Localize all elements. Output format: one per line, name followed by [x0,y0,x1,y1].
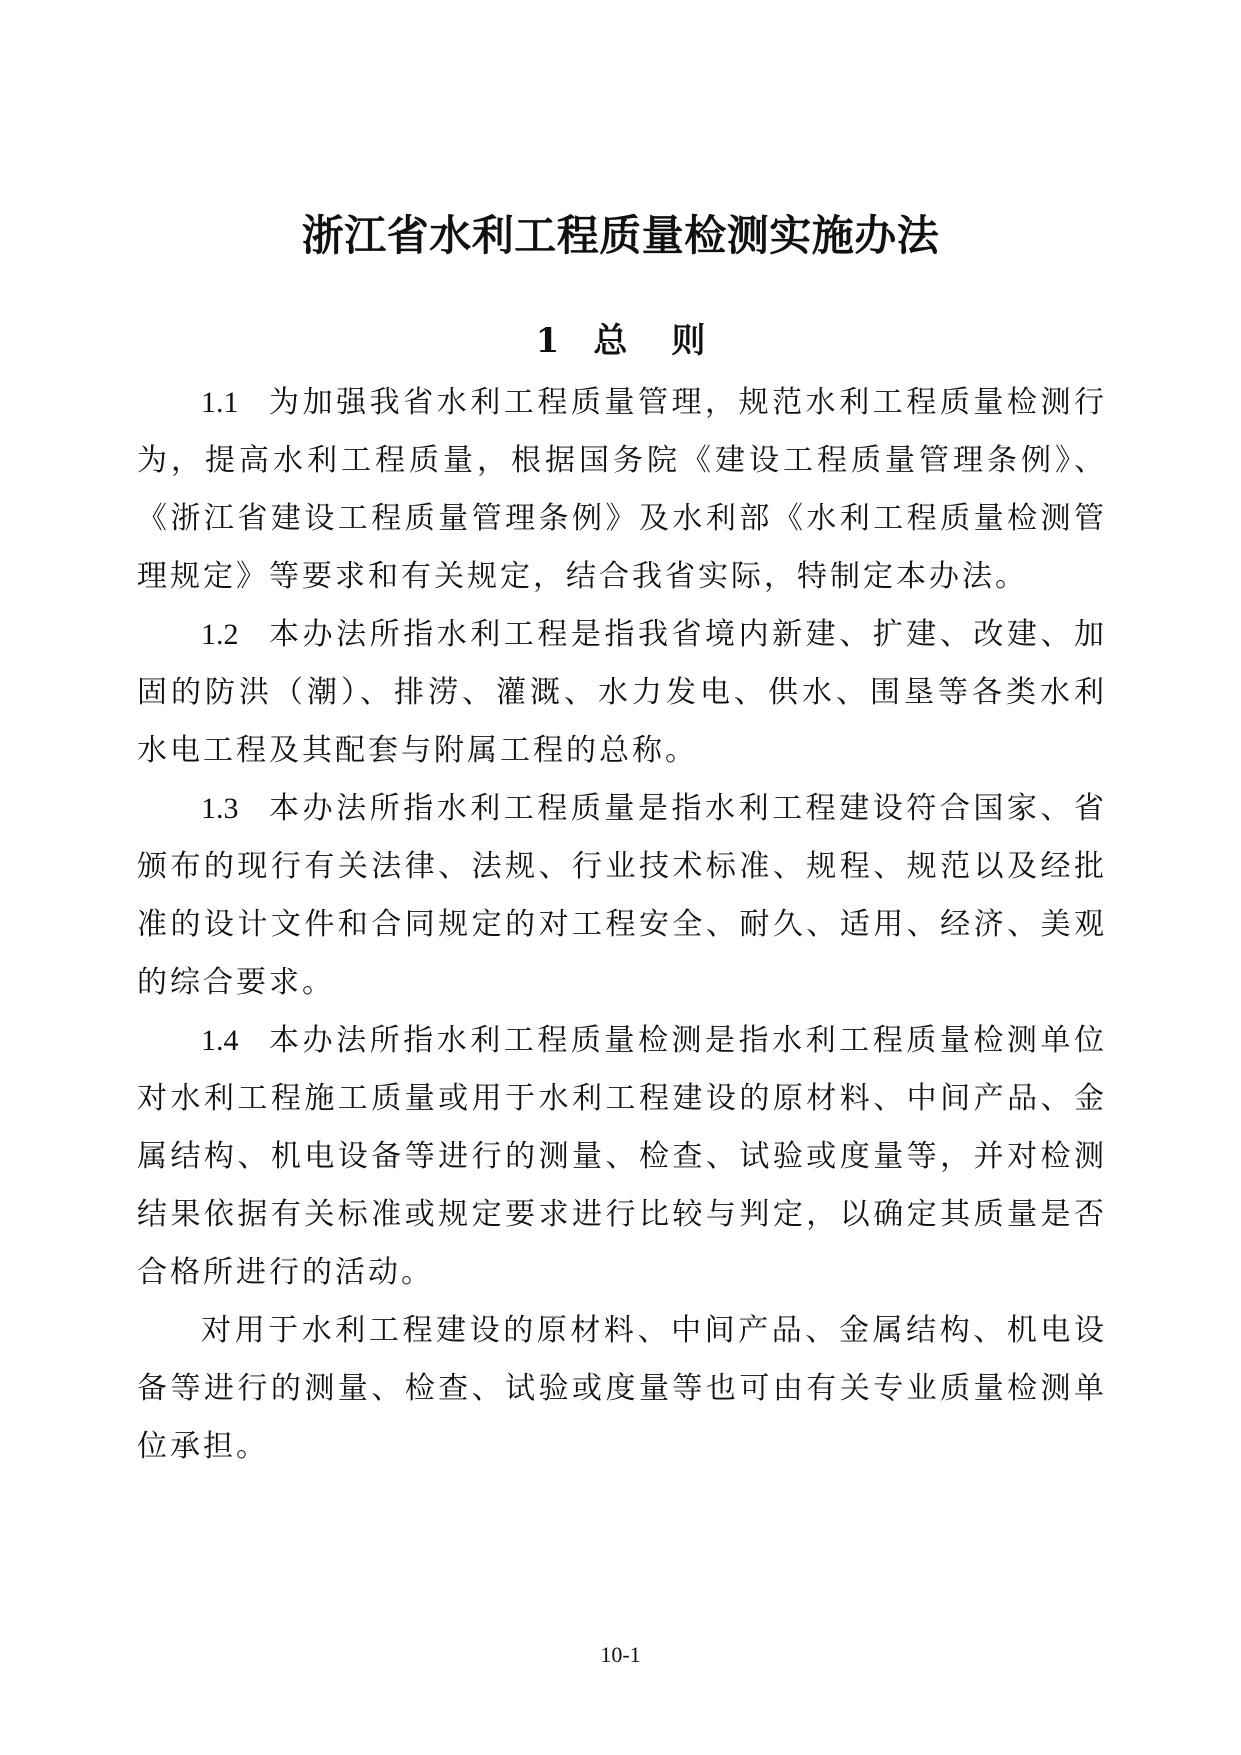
paragraph [137,780,1107,1012]
document-body [137,374,1107,1476]
section-number: 1 [535,321,560,361]
clause-number: 1.3 [201,792,239,825]
document-title: 浙江省水利工程质量检测实施办法 [301,211,940,261]
paragraph-text: 为加强我省水利工程质量管理，规范水利工程质量检测行为，提高水利工程质量，根据国务院《建设工程质量管理条例》、《浙江省建设工程质量管理条例》及水利部《水利工程质量检测管理规定》等要求和有关规定，结合我省实际，特制定本办法。 [137,385,1107,594]
paragraph-text: 本办法所指水利工程质量检测是指水利工程质量检测单位对水利工程施工质量或用于水利工程建设的原材料、中间产品、金属结构、机电设备等进行的测量、检查、试验或度量等，并对检测结果依据有关标准或规定要求进行比较与判定，以确定其质量是否合格所进行的活动。 [137,1023,1107,1290]
paragraph-text: 本办法所指水利工程是指我省境内新建、扩建、改建、加固的防洪（潮）、排涝、灌溉、水力发电、供水、围垦等各类水利水电工程及其配套与附属工程的总称。 [137,617,1107,768]
section-heading [0,316,1241,366]
paragraph [137,1012,1107,1302]
paragraph-text: 本办法所指水利工程质量是指水利工程建设符合国家、省颁布的现行有关法律、法规、行业技术标准、规程、规范以及经批准的设计文件和合同规定的对工程安全、耐久、适用、经济、美观的综合要求。 [137,791,1107,1000]
paragraph [137,374,1107,606]
section-heading-text: 总则 [593,321,750,361]
clause-number: 1.2 [201,618,239,651]
paragraph-text: 对用于水利工程建设的原材料、中间产品、金属结构、机电设备等进行的测量、检查、试验或度量等也可由有关专业质量检测单位承担。 [137,1313,1107,1464]
paragraph [137,606,1107,780]
paragraph [137,1302,1107,1476]
clause-number: 1.1 [201,386,239,419]
clause-number: 1.4 [201,1024,239,1057]
page-number: 10-1 [600,1642,641,1667]
